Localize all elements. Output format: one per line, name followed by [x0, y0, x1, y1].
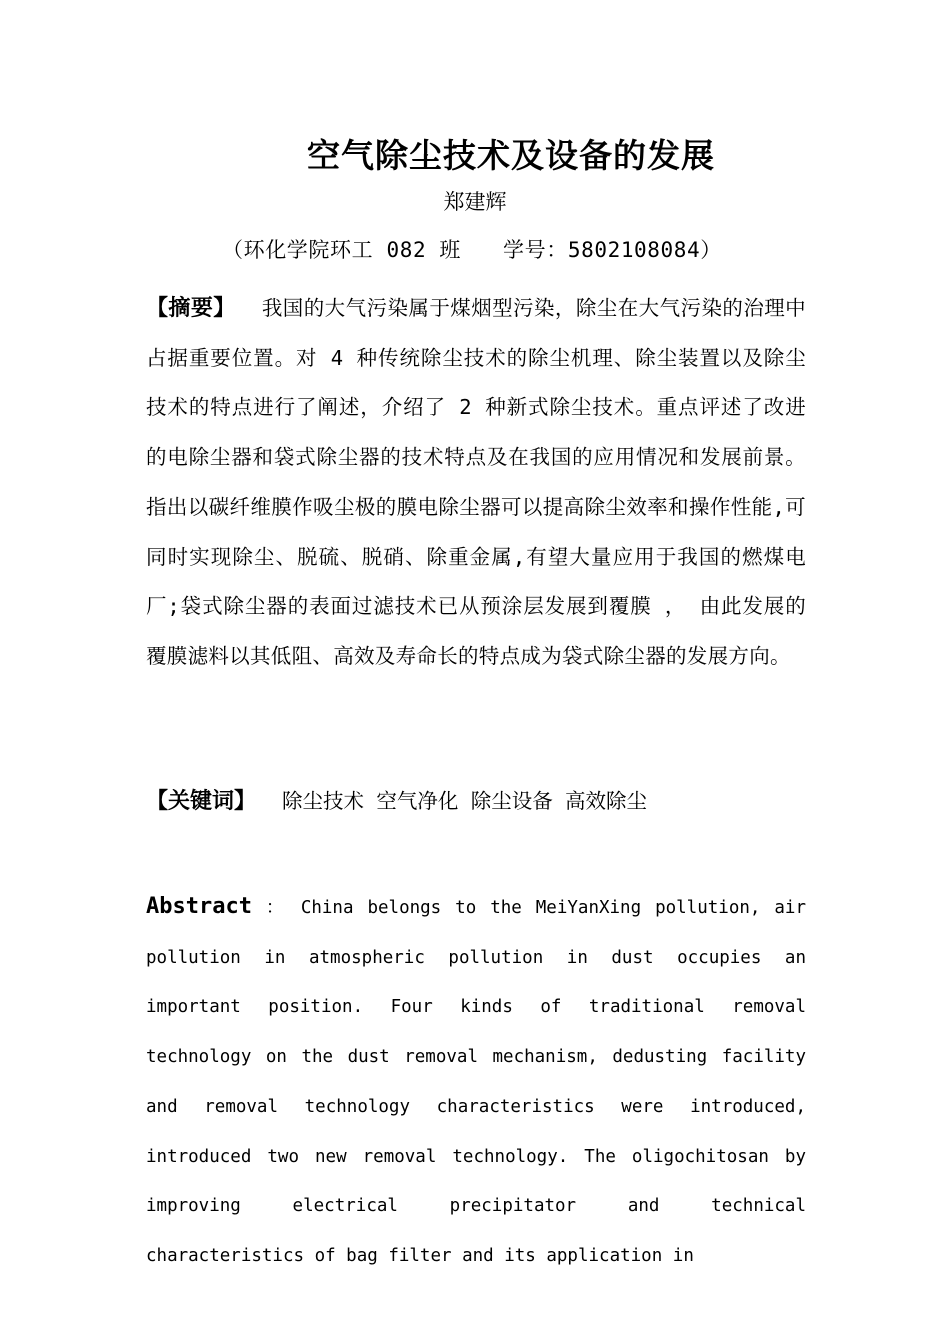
keyword-item: 空气净化: [376, 789, 459, 813]
affiliation-open-paren: （: [222, 238, 244, 262]
keyword-item: 除尘技术: [282, 789, 365, 813]
abstract-en-text: China belongs to the MeiYanXing pollution, air pollution in atmospheric pollution in dust occupies an important position. Four kinds of traditional removal technology on the dust removal mechanism, dedusting facility and removal technology characteristics were introduced, introduced two new removal technology. The oligochitosan by improving electrical precipitator and technical characteristics of bag filter and its application in: [146, 898, 806, 1266]
abstract-cn-label: 【摘要】: [146, 295, 236, 321]
abstract-english: [146, 882, 806, 1282]
abstract-cn-text: 我国的大气污染属于煤烟型污染，除尘在大气污染的治理中占据重要位置。对 4 种传统除尘技术的除尘机理、除尘装置以及除尘技术的特点进行了阐述，介绍了 2 种新式除尘技术。重点评述了改进的电除尘器和袋式除尘器的技术特点及在我国的应用情况和发展前景。指出以碳纤维膜作吸尘极的膜电除尘器可以提高除尘效率和操作性能,可同时实现除尘、脱硫、脱硝、除重金属,有望大量应用于我国的燃煤电厂;袋式除尘器的表面过滤技术已从预涂层发展到覆膜 ， 由此发展的覆膜滤料以其低阻、高效及寿命长的特点成为袋式除尘器的发展方向。: [146, 296, 806, 668]
student-id-label: 学号：: [503, 238, 568, 262]
affiliation-line: [222, 234, 722, 264]
keywords-label: 【关键词】: [146, 788, 257, 814]
author-name-text: 郑建辉: [443, 190, 507, 214]
author-name: [0, 186, 950, 216]
paper-title: 空气除尘技术及设备的发展: [307, 136, 715, 175]
abstract-en-separator: ：: [265, 898, 287, 918]
affiliation-department: 环化学院环工 082 班: [243, 238, 462, 262]
affiliation-close-paren: ）: [700, 238, 722, 262]
keyword-item: 高效除尘: [565, 789, 648, 813]
abstract-chinese: [146, 284, 806, 682]
keyword-item: 除尘设备: [470, 789, 553, 813]
keywords-line: [146, 784, 647, 815]
abstract-en-label: Abstract: [146, 894, 252, 919]
student-id: 5802108084: [567, 238, 701, 262]
